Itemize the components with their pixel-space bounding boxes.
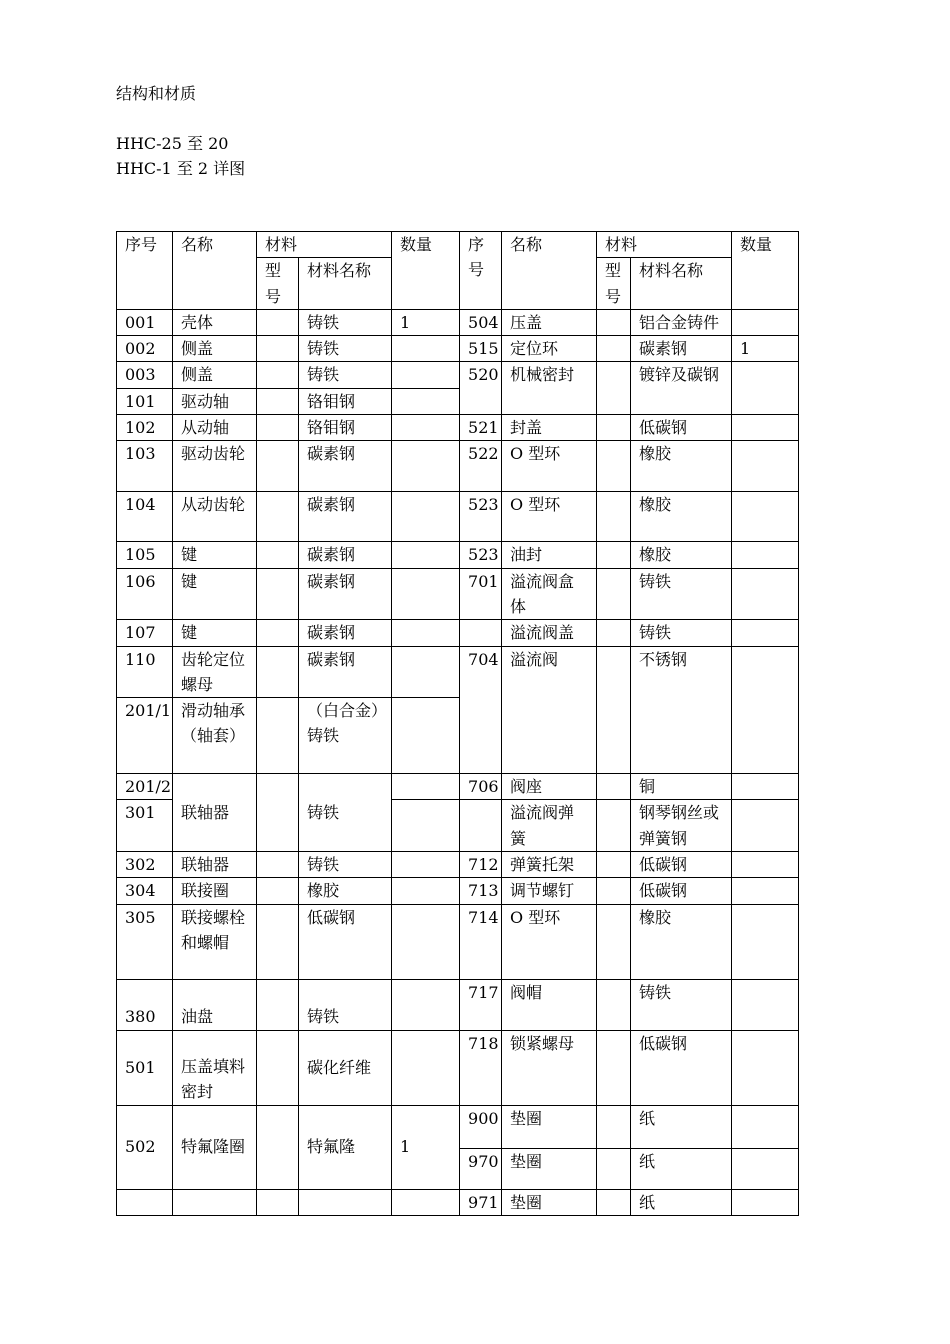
cell-type: [257, 492, 299, 542]
cell-type: [597, 620, 631, 646]
cell-material: 纸: [631, 1105, 732, 1148]
header-material-right: 材料: [597, 232, 732, 258]
cell-type: [257, 852, 299, 878]
cell-name: 齿轮定位螺母: [173, 646, 257, 698]
cell-type: [597, 1105, 631, 1148]
cell-material: 铸铁: [299, 852, 392, 878]
cell-material: 不锈钢: [631, 646, 732, 774]
cell-material: 低碳钢: [631, 878, 732, 904]
cell-type: [597, 542, 631, 568]
cell-seq: 900: [460, 1105, 502, 1148]
cell-name: 联接圈: [173, 878, 257, 904]
header-quantity: 数量: [392, 232, 460, 310]
cell-type: [597, 309, 631, 335]
table-row: [117, 441, 799, 492]
cell-name: 溢流阀盒体: [502, 568, 597, 620]
cell-name: 联轴器: [173, 774, 257, 852]
cell-name: 定位环: [502, 336, 597, 362]
cell-material: 碳素钢: [299, 646, 392, 698]
cell-seq: 515: [460, 336, 502, 362]
cell-material: 低碳钢: [631, 1030, 732, 1105]
cell-name: 油封: [502, 542, 597, 568]
cell-type: [597, 441, 631, 492]
cell-type: [257, 904, 299, 979]
cell-seq: 003: [117, 362, 173, 388]
cell-material: 特氟隆: [299, 1105, 392, 1189]
cell-seq: 106: [117, 568, 173, 620]
cell-quantity: [392, 441, 460, 492]
cell-material: 铜: [631, 774, 732, 800]
cell-name: 调节螺钉: [502, 878, 597, 904]
cell-quantity: [392, 362, 460, 388]
cell-material: 低碳钢: [631, 415, 732, 441]
cell-name: 油盘: [173, 979, 257, 1030]
cell-material: 铸铁: [631, 568, 732, 620]
table-row: [117, 878, 799, 904]
cell-quantity: [732, 620, 799, 646]
cell-seq: [460, 620, 502, 646]
cell-seq: 105: [117, 542, 173, 568]
cell-material: 橡胶: [631, 904, 732, 979]
cell-material: 橡胶: [631, 492, 732, 542]
cell-quantity: [392, 388, 460, 414]
cell-material: 低碳钢: [631, 852, 732, 878]
cell-seq: 712: [460, 852, 502, 878]
cell-seq: 305: [117, 904, 173, 979]
cell-material: 碳素钢: [631, 336, 732, 362]
cell-name: 滑动轴承（轴套）: [173, 698, 257, 774]
cell-name: 特氟隆圈: [173, 1105, 257, 1189]
cell-quantity: [392, 698, 460, 774]
cell-seq: 201/1: [117, 698, 173, 774]
cell-quantity: [732, 904, 799, 979]
cell-material: 铬钼钢: [299, 415, 392, 441]
cell-seq: 714: [460, 904, 502, 979]
cell-type: [257, 362, 299, 388]
cell-material: 橡胶: [631, 542, 732, 568]
cell-type: [597, 415, 631, 441]
cell-type: [257, 336, 299, 362]
cell-name: 溢流阀弹簧: [502, 800, 597, 852]
cell-name: O 型环: [502, 904, 597, 979]
cell-type: [257, 979, 299, 1030]
cell-quantity: 1: [392, 309, 460, 335]
header-seq-right: 序号: [460, 232, 502, 310]
cell-material: 碳素钢: [299, 568, 392, 620]
cell-name: 封盖: [502, 415, 597, 441]
cell-type: [597, 1148, 631, 1189]
cell-quantity: [732, 415, 799, 441]
cell-type: [597, 904, 631, 979]
cell-type: [257, 1105, 299, 1189]
cell-name: 驱动轴: [173, 388, 257, 414]
cell-seq: 380: [117, 979, 173, 1030]
cell-quantity: [732, 1189, 799, 1215]
header-material-name: 材料名称: [299, 258, 392, 310]
cell-name: 阀帽: [502, 979, 597, 1030]
cell-seq: 718: [460, 1030, 502, 1105]
cell-seq: 502: [117, 1105, 173, 1189]
cell-quantity: [392, 1189, 460, 1215]
cell-type: [597, 878, 631, 904]
cell-name: 压盖: [502, 309, 597, 335]
cell-quantity: [392, 542, 460, 568]
cell-material: 碳素钢: [299, 542, 392, 568]
cell-type: [597, 979, 631, 1030]
cell-name: O 型环: [502, 441, 597, 492]
cell-name: 机械密封: [502, 362, 597, 415]
cell-material: 低碳钢: [299, 904, 392, 979]
cell-seq: 717: [460, 979, 502, 1030]
table-row: [117, 1105, 799, 1148]
cell-name: 垫圈: [502, 1105, 597, 1148]
cell-type: [257, 1189, 299, 1215]
cell-type: [597, 800, 631, 852]
cell-seq: 104: [117, 492, 173, 542]
cell-name: 联轴器: [173, 852, 257, 878]
cell-seq: 523: [460, 492, 502, 542]
cell-quantity: [732, 568, 799, 620]
cell-quantity: [732, 800, 799, 852]
cell-type: [597, 1189, 631, 1215]
cell-seq: 970: [460, 1148, 502, 1189]
table-row: [117, 336, 799, 362]
cell-type: [257, 415, 299, 441]
cell-type: [597, 336, 631, 362]
cell-quantity: [732, 492, 799, 542]
cell-material: 钢琴钢丝或弹簧钢: [631, 800, 732, 852]
cell-seq: 302: [117, 852, 173, 878]
cell-quantity: [392, 620, 460, 646]
model-line-2: HHC-1 至 2 详图: [116, 159, 246, 178]
cell-seq: 704: [460, 646, 502, 774]
cell-material: 碳素钢: [299, 492, 392, 542]
table-row: [117, 309, 799, 335]
cell-name: [173, 1189, 257, 1215]
table-row: [117, 620, 799, 646]
cell-name: 溢流阀: [502, 646, 597, 774]
cell-material: 橡胶: [299, 878, 392, 904]
header-quantity-right: 数量: [732, 232, 799, 310]
cell-seq: 001: [117, 309, 173, 335]
cell-type: [257, 309, 299, 335]
cell-quantity: [392, 852, 460, 878]
cell-seq: 520: [460, 362, 502, 415]
cell-quantity: [732, 441, 799, 492]
table-row: [117, 492, 799, 542]
cell-quantity: 1: [392, 1105, 460, 1189]
cell-type: [257, 774, 299, 852]
header-name-right: 名称: [502, 232, 597, 310]
cell-type: [597, 362, 631, 415]
table-row: [117, 852, 799, 878]
cell-quantity: [392, 415, 460, 441]
header-type: 型号: [257, 258, 299, 310]
cell-name: 壳体: [173, 309, 257, 335]
cell-name: 溢流阀盖: [502, 620, 597, 646]
cell-quantity: [392, 774, 460, 800]
cell-material: 镀锌及碳钢: [631, 362, 732, 415]
cell-seq: 201/2: [117, 774, 173, 800]
cell-quantity: [732, 1148, 799, 1189]
cell-name: 从动齿轮: [173, 492, 257, 542]
cell-seq: 101: [117, 388, 173, 414]
cell-name: 驱动齿轮: [173, 441, 257, 492]
cell-type: [597, 492, 631, 542]
cell-type: [257, 646, 299, 698]
cell-quantity: [732, 646, 799, 774]
cell-quantity: [392, 979, 460, 1030]
cell-quantity: [732, 542, 799, 568]
cell-seq: 706: [460, 774, 502, 800]
cell-quantity: [392, 1030, 460, 1105]
cell-name: 侧盖: [173, 362, 257, 388]
document-title: 结构和材质: [116, 84, 197, 103]
cell-seq: 521: [460, 415, 502, 441]
cell-name: 锁紧螺母: [502, 1030, 597, 1105]
cell-quantity: [732, 309, 799, 335]
cell-material: 纸: [631, 1148, 732, 1189]
cell-type: [597, 774, 631, 800]
cell-seq: 501: [117, 1030, 173, 1105]
table-row: [117, 774, 799, 800]
header-name: 名称: [173, 232, 257, 310]
cell-seq: [460, 800, 502, 852]
cell-seq: 103: [117, 441, 173, 492]
cell-material: 橡胶: [631, 441, 732, 492]
cell-type: [597, 646, 631, 774]
cell-name: 键: [173, 542, 257, 568]
cell-quantity: [392, 336, 460, 362]
cell-name: 弹簧托架: [502, 852, 597, 878]
cell-material: 铸铁: [299, 309, 392, 335]
table-row: [117, 568, 799, 620]
cell-quantity: [732, 979, 799, 1030]
cell-quantity: [392, 568, 460, 620]
cell-type: [257, 878, 299, 904]
cell-material: 铸铁: [631, 979, 732, 1030]
cell-quantity: [732, 878, 799, 904]
cell-name: 阀座: [502, 774, 597, 800]
table-row: [117, 646, 799, 698]
cell-seq: 301: [117, 800, 173, 852]
cell-name: 键: [173, 620, 257, 646]
table-row: [117, 904, 799, 979]
header-material-name-right: 材料名称: [631, 258, 732, 310]
cell-material: 碳素钢: [299, 620, 392, 646]
cell-quantity: 1: [732, 336, 799, 362]
cell-quantity: [392, 904, 460, 979]
cell-seq: 107: [117, 620, 173, 646]
cell-seq: 110: [117, 646, 173, 698]
cell-name: 键: [173, 568, 257, 620]
cell-material: 铝合金铸件: [631, 309, 732, 335]
cell-type: [597, 568, 631, 620]
cell-seq: 971: [460, 1189, 502, 1215]
cell-quantity: [732, 852, 799, 878]
cell-material: 纸: [631, 1189, 732, 1215]
header-material: 材料: [257, 232, 392, 258]
table-row: [117, 362, 799, 388]
table-row: [117, 979, 799, 1030]
cell-quantity: [392, 646, 460, 698]
cell-seq: [117, 1189, 173, 1215]
cell-seq: 713: [460, 878, 502, 904]
header-type-right: 型号: [597, 258, 631, 310]
cell-type: [597, 852, 631, 878]
cell-material: 铸铁: [631, 620, 732, 646]
cell-type: [597, 1030, 631, 1105]
cell-seq: 504: [460, 309, 502, 335]
cell-material: 铸铁: [299, 336, 392, 362]
table-row: [117, 415, 799, 441]
cell-type: [257, 388, 299, 414]
table-row: [117, 1030, 799, 1105]
cell-material: 铸铁: [299, 774, 392, 852]
cell-quantity: [392, 878, 460, 904]
cell-name: 垫圈: [502, 1148, 597, 1189]
header-seq: 序号: [117, 232, 173, 310]
cell-quantity: [732, 1030, 799, 1105]
cell-type: [257, 698, 299, 774]
cell-type: [257, 568, 299, 620]
cell-seq: 522: [460, 441, 502, 492]
cell-material: 铸铁: [299, 362, 392, 388]
table-row: [117, 1189, 799, 1215]
cell-quantity: [392, 800, 460, 852]
cell-quantity: [732, 1105, 799, 1148]
cell-seq: 304: [117, 878, 173, 904]
cell-material: 铸铁: [299, 979, 392, 1030]
cell-seq: 102: [117, 415, 173, 441]
cell-name: 垫圈: [502, 1189, 597, 1215]
cell-type: [257, 1030, 299, 1105]
structure-material-table: [116, 231, 799, 1216]
cell-quantity: [392, 492, 460, 542]
cell-name: 从动轴: [173, 415, 257, 441]
cell-quantity: [732, 774, 799, 800]
cell-seq: 701: [460, 568, 502, 620]
cell-material: 碳素钢: [299, 441, 392, 492]
cell-name: 压盖填料密封: [173, 1030, 257, 1105]
cell-material: [299, 1189, 392, 1215]
cell-material: 铬钼钢: [299, 388, 392, 414]
cell-name: 侧盖: [173, 336, 257, 362]
cell-name: O 型环: [502, 492, 597, 542]
cell-type: [257, 542, 299, 568]
table-header-row: [117, 232, 799, 258]
cell-quantity: [732, 362, 799, 415]
cell-seq: 002: [117, 336, 173, 362]
table-row: [117, 542, 799, 568]
cell-material: （白合金）铸铁: [299, 698, 392, 774]
cell-type: [257, 620, 299, 646]
cell-seq: 523: [460, 542, 502, 568]
model-line-1: HHC-25 至 20: [116, 134, 229, 153]
cell-type: [257, 441, 299, 492]
cell-material: 碳化纤维: [299, 1030, 392, 1105]
cell-name: 联接螺栓和螺帽: [173, 904, 257, 979]
